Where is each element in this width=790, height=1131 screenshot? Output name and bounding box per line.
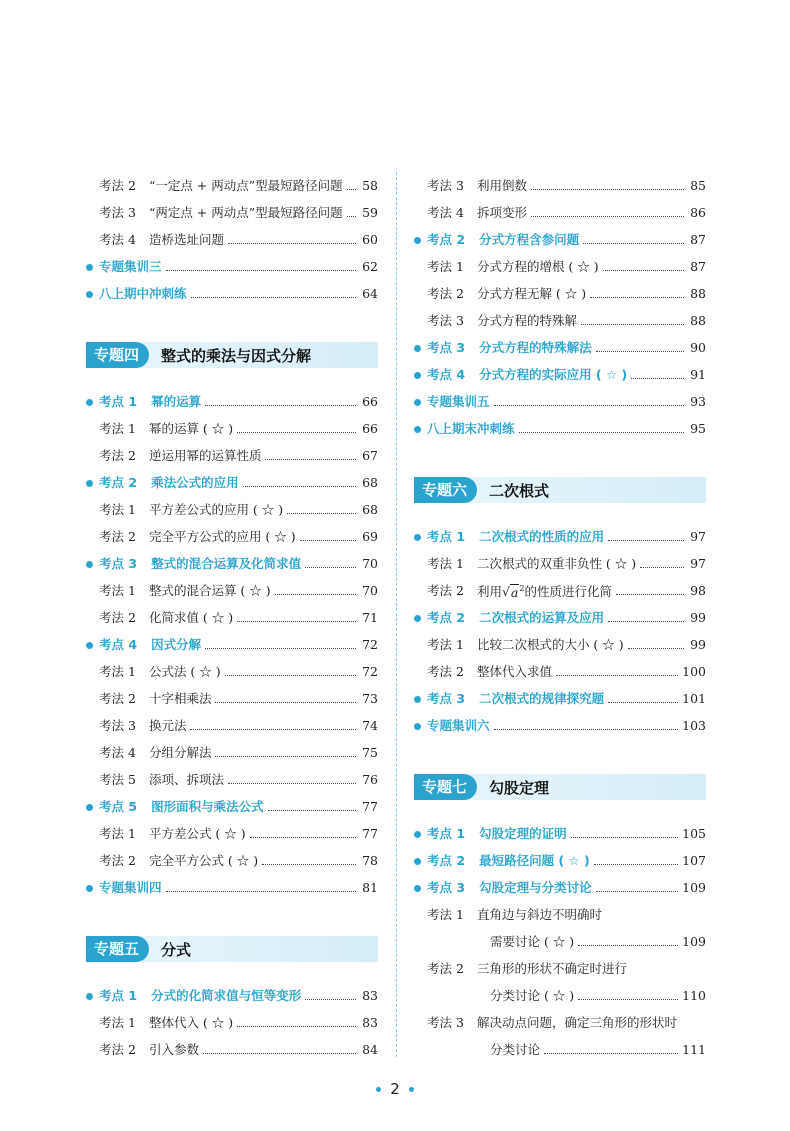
entry-code: 考法 2	[427, 286, 464, 301]
column-divider	[396, 172, 397, 1057]
dot-leader	[228, 783, 356, 784]
dot-leader	[578, 945, 678, 946]
toc-point-entry[interactable]	[86, 257, 378, 277]
entry-title: 整体代入求值	[476, 664, 552, 679]
entry-page-number: 74	[362, 718, 378, 733]
toc-method-entry[interactable]	[414, 176, 706, 196]
section-badge: 专题七	[414, 774, 477, 800]
entry-page-number: 68	[362, 475, 378, 490]
entry-code: 考点 2	[99, 475, 138, 490]
dot-leader	[205, 405, 356, 406]
dot-leader	[275, 594, 356, 595]
entry-code: 考法 3	[99, 205, 136, 220]
entry-title: 幂的运算 ( ☆ )	[148, 421, 234, 436]
toc-point-entry[interactable]	[86, 284, 378, 304]
bullet-dot-icon	[414, 399, 421, 406]
section-badge: 专题六	[414, 477, 477, 503]
dot-leader	[203, 1053, 356, 1054]
section-badge: 专题四	[86, 342, 149, 368]
entry-title: 乘法公式的应用	[151, 475, 239, 490]
section-title: 二次根式	[489, 481, 550, 500]
dot-leader	[571, 837, 679, 838]
dot-leader	[228, 243, 356, 244]
entry-code: 考点 2	[427, 610, 466, 625]
dot-leader	[603, 270, 684, 271]
entry-code: 考法 2	[99, 610, 136, 625]
entry-code: 考点 1	[427, 529, 466, 544]
dot-leader	[608, 540, 684, 541]
entry-title: 引入参数	[148, 1042, 199, 1057]
entry-title: 十字相乘法	[148, 691, 212, 706]
toc-method-entry[interactable]	[86, 230, 378, 250]
dot-leader	[250, 837, 356, 838]
dot-leader	[631, 378, 684, 379]
entry-page-number: 110	[682, 988, 706, 1003]
entry-page-number: 103	[682, 718, 706, 733]
entry-page-number: 99	[690, 637, 706, 652]
toc-point-entry[interactable]	[86, 878, 378, 898]
page-number: 2	[0, 1080, 790, 1098]
entry-page-number: 90	[690, 340, 706, 355]
dot-leader	[578, 999, 678, 1000]
entry-title: 分类讨论 ( ☆ )	[490, 988, 575, 1003]
toc-method-entry[interactable]	[414, 905, 706, 925]
toc-method-entry[interactable]	[414, 959, 706, 979]
entry-page-number: 97	[690, 529, 706, 544]
entry-code: 考法 1	[427, 259, 464, 274]
entry-title: 整体代入 ( ☆ )	[148, 1015, 234, 1030]
entry-code: 考法 3	[99, 718, 136, 733]
dot-leader	[237, 432, 356, 433]
entry-title: 添项、拆项法	[148, 772, 224, 787]
entry-page-number: 95	[690, 421, 706, 436]
entry-title: 勾股定理与分类讨论	[479, 880, 592, 895]
entry-code: 考法 1	[427, 556, 464, 571]
entry-title: 八上期中冲刺练	[99, 286, 187, 301]
section-header	[414, 774, 706, 800]
entry-page-number: 72	[362, 637, 378, 652]
entry-title: 换元法	[148, 718, 187, 733]
dot-left-icon	[376, 1087, 381, 1092]
section-title: 整式的乘法与因式分解	[161, 346, 312, 365]
dot-leader	[608, 621, 684, 622]
toc-point-entry[interactable]	[414, 419, 706, 439]
entry-title: 分式方程含参问题	[479, 232, 580, 247]
entry-page-number: 105	[682, 826, 706, 841]
entry-page-number: 67	[362, 448, 378, 463]
entry-code: 考法 1	[99, 421, 136, 436]
entry-title: 幂的运算	[151, 394, 202, 409]
entry-title: 八上期末冲刺练	[427, 421, 515, 436]
dot-leader	[265, 459, 356, 460]
entry-code: 考法 1	[99, 826, 136, 841]
entry-title: 图形面积与乘法公式	[151, 799, 264, 814]
bullet-dot-icon	[86, 804, 93, 811]
entry-page-number: 91	[690, 367, 706, 382]
entry-title: 因式分解	[151, 637, 202, 652]
toc-method-entry[interactable]	[86, 851, 378, 871]
section-title: 分式	[161, 940, 192, 959]
entry-code: 考法 5	[99, 772, 136, 787]
entry-title: 比较二次根式的大小 ( ☆ )	[476, 637, 624, 652]
entry-code: 考法 2	[99, 1042, 136, 1057]
dot-leader	[628, 648, 684, 649]
entry-page-number: 111	[682, 1042, 706, 1057]
section-header	[414, 477, 706, 503]
entry-code: 考点 3	[427, 880, 466, 895]
entry-page-number: 107	[682, 853, 706, 868]
entry-title: 二次根式的双重非负性 ( ☆ )	[476, 556, 637, 571]
entry-code: 考法 1	[427, 637, 464, 652]
toc-method-entry[interactable]	[86, 419, 378, 439]
entry-title: 解决动点问题，确定三角形的形状时	[476, 1015, 677, 1030]
entry-code: 考法 4	[99, 745, 136, 760]
entry-title: 勾股定理的证明	[479, 826, 567, 841]
entry-page-number: 88	[690, 313, 706, 328]
entry-title: 整式的混合运算 ( ☆ )	[148, 583, 271, 598]
entry-code: 考法 4	[427, 205, 464, 220]
section-header	[86, 936, 378, 962]
toc-point-entry[interactable]	[414, 878, 706, 898]
entry-title: 二次根式的性质的应用	[479, 529, 605, 544]
dot-leader	[616, 594, 684, 595]
entry-page-number: 84	[362, 1042, 378, 1057]
entry-code: 考点 4	[427, 367, 466, 382]
dot-leader	[494, 405, 684, 406]
entry-title: 平方差公式 ( ☆ )	[148, 826, 246, 841]
entry-title: 专题集训五	[427, 394, 490, 409]
dot-leader	[544, 1053, 678, 1054]
entry-code: 考法 1	[99, 583, 136, 598]
entry-title: 需要讨论 ( ☆ )	[490, 934, 575, 949]
entry-page-number: 76	[362, 772, 378, 787]
entry-title: 分式方程的特殊解	[476, 313, 577, 328]
dot-leader	[268, 810, 356, 811]
entry-page-number: 64	[362, 286, 378, 301]
entry-title: “两定点 + 两动点”型最短路径问题	[148, 205, 343, 220]
toc-point-entry[interactable]	[414, 851, 706, 871]
entry-title: 专题集训六	[427, 718, 490, 733]
entry-page-number: 60	[362, 232, 378, 247]
toc-point-entry[interactable]	[86, 986, 378, 1006]
dot-leader	[640, 567, 684, 568]
entry-code: 考法 2	[427, 664, 464, 679]
entry-title: 二次根式的规律探究题	[479, 691, 605, 706]
dot-leader	[305, 567, 356, 568]
dot-leader	[166, 270, 356, 271]
dot-right-icon	[409, 1087, 414, 1092]
toc-method-entry[interactable]	[86, 176, 378, 196]
bullet-dot-icon	[414, 237, 421, 244]
section-title: 勾股定理	[489, 778, 550, 797]
entry-page-number: 66	[362, 394, 378, 409]
entry-page-number: 62	[362, 259, 378, 274]
dot-leader	[225, 675, 356, 676]
toc-method-entry[interactable]	[86, 608, 378, 628]
entry-page-number: 59	[362, 205, 378, 220]
dot-leader	[608, 702, 678, 703]
dot-leader	[347, 189, 356, 190]
dot-leader	[191, 297, 356, 298]
dot-leader	[237, 621, 356, 622]
entry-code: 考法 1	[99, 664, 136, 679]
toc-method-entry[interactable]	[86, 689, 378, 709]
entry-page-number: 88	[690, 286, 706, 301]
toc-point-entry[interactable]	[86, 554, 378, 574]
dot-leader	[305, 999, 356, 1000]
entry-code: 考法 2	[427, 583, 464, 598]
entry-title: 分式方程无解 ( ☆ )	[476, 286, 587, 301]
entry-page-number: 69	[362, 529, 378, 544]
sqrt-a-squared: $√a^2$	[501, 584, 525, 600]
entry-title: 专题集训四	[99, 880, 162, 895]
entry-title-part2: 的性质进行化简	[524, 584, 612, 600]
entry-page-number: 109	[682, 934, 706, 949]
toc-method-entry[interactable]	[86, 527, 378, 547]
toc-method-entry[interactable]	[414, 203, 706, 223]
dot-leader	[243, 486, 356, 487]
entry-code: 考法 1	[99, 1015, 136, 1030]
toc-method-entry[interactable]	[86, 824, 378, 844]
bullet-dot-icon	[414, 696, 421, 703]
toc-method-entry[interactable]	[414, 284, 706, 304]
entry-page-number: 101	[682, 691, 706, 706]
toc-method-entry[interactable]	[414, 1013, 706, 1033]
toc-point-entry[interactable]	[86, 797, 378, 817]
dot-leader	[583, 243, 684, 244]
entry-code: 考点 2	[427, 232, 466, 247]
toc-method-entry[interactable]	[414, 662, 706, 682]
entry-title: 二次根式的运算及应用	[479, 610, 605, 625]
toc-point-entry[interactable]	[414, 365, 706, 385]
entry-page-number: 58	[362, 178, 378, 193]
entry-title: 直角边与斜边不明确时	[476, 907, 602, 922]
entry-code: 考法 1	[99, 502, 136, 517]
entry-title: “一定点 + 两动点”型最短路径问题	[148, 178, 343, 193]
entry-page-number: 75	[362, 745, 378, 760]
dot-leader	[594, 864, 678, 865]
entry-title: 分式方程的特殊解法	[479, 340, 592, 355]
entry-title: 利用倒数	[476, 178, 527, 193]
dot-leader	[347, 216, 356, 217]
toc-method-entry[interactable]	[86, 203, 378, 223]
bullet-dot-icon	[414, 885, 421, 892]
dot-leader	[190, 729, 356, 730]
entry-page-number: 109	[682, 880, 706, 895]
dot-leader	[556, 675, 678, 676]
toc-point-entry[interactable]	[414, 608, 706, 628]
entry-page-number: 85	[690, 178, 706, 193]
entry-page-number: 98	[690, 583, 706, 598]
toc-method-entry[interactable]	[86, 446, 378, 466]
entry-title: 分式的化简求值与恒等变形	[151, 988, 302, 1003]
dot-leader	[287, 513, 356, 514]
entry-page-number: 68	[362, 502, 378, 517]
toc-method-entry[interactable]	[86, 716, 378, 736]
dot-leader	[590, 297, 684, 298]
toc-point-entry[interactable]	[86, 473, 378, 493]
entry-page-number: 71	[362, 610, 378, 625]
entry-page-number: 100	[682, 664, 706, 679]
bullet-dot-icon	[414, 534, 421, 541]
entry-title: 平方差公式的应用 ( ☆ )	[148, 502, 284, 517]
entry-code: 考点 3	[427, 340, 466, 355]
bullet-dot-icon	[414, 831, 421, 838]
entry-page-number: 97	[690, 556, 706, 571]
dot-leader	[237, 1026, 356, 1027]
toc-method-entry[interactable]	[86, 500, 378, 520]
entry-page-number: 66	[362, 421, 378, 436]
bullet-dot-icon	[86, 642, 93, 649]
entry-title: 逆运用幂的运算性质	[148, 448, 262, 463]
entry-page-number: 86	[690, 205, 706, 220]
entry-code: 考法 2	[427, 961, 464, 976]
entry-title: 造桥选址问题	[148, 232, 224, 247]
entry-code: 考点 2	[427, 853, 466, 868]
entry-page-number: 78	[362, 853, 378, 868]
entry-page-number: 93	[690, 394, 706, 409]
dot-leader	[215, 756, 356, 757]
dot-leader	[494, 729, 679, 730]
entry-title: 化简求值 ( ☆ )	[148, 610, 234, 625]
toc-point-entry[interactable]	[86, 635, 378, 655]
entry-code: 考点 1	[427, 826, 466, 841]
entry-page-number: 81	[362, 880, 378, 895]
entry-title: 完全平方公式 ( ☆ )	[148, 853, 259, 868]
dot-leader	[596, 351, 684, 352]
dot-leader	[166, 891, 356, 892]
entry-title: 整式的混合运算及化简求值	[151, 556, 302, 571]
toc-method-entry[interactable]	[86, 1013, 378, 1033]
toc-method-entry[interactable]	[414, 635, 706, 655]
entry-page-number: 70	[362, 583, 378, 598]
toc-method-entry[interactable]	[86, 1040, 378, 1060]
toc-method-entry[interactable]	[414, 257, 706, 277]
entry-code: 考点 1	[99, 988, 138, 1003]
bullet-dot-icon	[86, 480, 93, 487]
bullet-dot-icon	[86, 885, 93, 892]
entry-code: 考法 2	[99, 448, 136, 463]
toc-method-entry[interactable]	[86, 743, 378, 763]
entry-title: 拆项变形	[476, 205, 527, 220]
bullet-dot-icon	[86, 264, 93, 271]
toc-method-entry[interactable]	[86, 770, 378, 790]
dot-leader	[519, 432, 684, 433]
toc-method-entry[interactable]	[414, 1040, 706, 1060]
entry-title: 完全平方公式的应用 ( ☆ )	[148, 529, 296, 544]
entry-page-number: 77	[362, 826, 378, 841]
bullet-dot-icon	[86, 291, 93, 298]
entry-code: 考法 3	[427, 313, 464, 328]
entry-page-number: 70	[362, 556, 378, 571]
toc-method-entry[interactable]	[414, 986, 706, 1006]
toc-method-entry[interactable]	[86, 581, 378, 601]
entry-page-number: 73	[362, 691, 378, 706]
bullet-dot-icon	[86, 399, 93, 406]
bullet-dot-icon	[414, 615, 421, 622]
toc-point-entry[interactable]	[414, 689, 706, 709]
bullet-dot-icon	[86, 561, 93, 568]
section-header	[86, 342, 378, 368]
entry-page-number: 83	[362, 988, 378, 1003]
entry-code: 考法 2	[99, 853, 136, 868]
dot-leader	[581, 324, 684, 325]
dot-leader	[531, 216, 684, 217]
toc-point-entry[interactable]	[414, 824, 706, 844]
entry-code: 考法 2	[99, 529, 136, 544]
bullet-dot-icon	[414, 858, 421, 865]
entry-page-number: 99	[690, 610, 706, 625]
entry-page-number: 87	[690, 232, 706, 247]
dot-leader	[596, 891, 679, 892]
entry-code: 考法 4	[99, 232, 136, 247]
entry-code: 考法 2	[99, 178, 136, 193]
entry-page-number: 87	[690, 259, 706, 274]
entry-code: 考点 4	[99, 637, 138, 652]
section-badge: 专题五	[86, 936, 149, 962]
entry-title: 最短路径问题 ( ☆ )	[479, 853, 590, 868]
bullet-dot-icon	[414, 426, 421, 433]
entry-page-number: 77	[362, 799, 378, 814]
toc-point-entry[interactable]	[414, 338, 706, 358]
entry-title: 专题集训三	[99, 259, 162, 274]
toc-method-entry[interactable]	[414, 554, 706, 574]
entry-page-number: 72	[362, 664, 378, 679]
dot-leader	[205, 648, 356, 649]
entry-code: 考点 1	[99, 394, 138, 409]
entry-title-part1: 利用	[476, 584, 502, 600]
entry-title: 公式法 ( ☆ )	[148, 664, 221, 679]
dot-leader	[531, 189, 684, 190]
toc-method-entry[interactable]	[86, 662, 378, 682]
dot-leader	[300, 540, 356, 541]
entry-title: 分类讨论	[490, 1042, 541, 1057]
entry-page-number: 83	[362, 1015, 378, 1030]
entry-code: 考法 2	[99, 691, 136, 706]
bullet-dot-icon	[86, 993, 93, 1000]
entry-code: 考点 3	[99, 556, 138, 571]
entry-title	[477, 579, 612, 602]
toc-method-entry[interactable]	[414, 932, 706, 952]
toc-method-entry[interactable]	[414, 311, 706, 331]
entry-code: 考法 1	[427, 907, 464, 922]
entry-code: 考法 3	[427, 1015, 464, 1030]
entry-title: 分式方程的实际应用 ( ☆ )	[479, 367, 628, 382]
toc-point-entry[interactable]	[414, 527, 706, 547]
toc-point-entry[interactable]	[414, 392, 706, 412]
entry-title: 分式方程的增根 ( ☆ )	[476, 259, 599, 274]
entry-code: 考点 3	[427, 691, 466, 706]
toc-method-entry[interactable]	[414, 581, 706, 601]
entry-title: 分组分解法	[148, 745, 212, 760]
entry-title: 三角形的形状不确定时进行	[476, 961, 627, 976]
toc-point-entry[interactable]	[86, 392, 378, 412]
dot-leader	[215, 702, 356, 703]
bullet-dot-icon	[414, 723, 421, 730]
bullet-dot-icon	[414, 372, 421, 379]
dot-leader	[262, 864, 356, 865]
bullet-dot-icon	[414, 345, 421, 352]
toc-point-entry[interactable]	[414, 230, 706, 250]
entry-code: 考法 3	[427, 178, 464, 193]
entry-code: 考点 5	[99, 799, 138, 814]
toc-point-entry[interactable]	[414, 716, 706, 736]
